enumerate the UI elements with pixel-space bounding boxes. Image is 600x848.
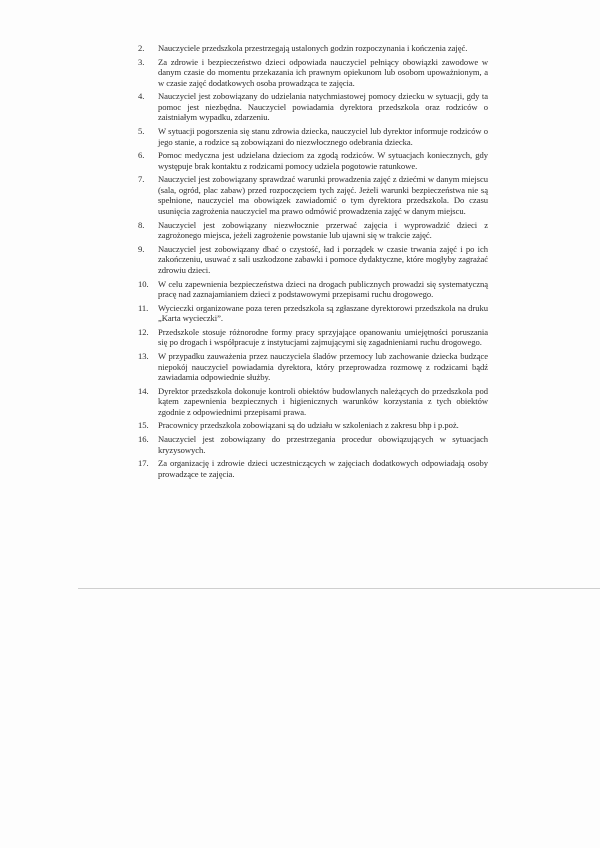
- rule-item: [138, 91, 488, 123]
- rule-item: [138, 434, 488, 455]
- rule-item: [138, 303, 488, 324]
- rule-text: Za zdrowie i bezpieczeństwo dzieci odpowiada nauczyciel pełniący obowiązki zawodowe w danym czasie do momentu przekazania ich prawnym opiekunom lub osobom upoważnionym, a w czasie zajęć dodatkowych osoba prowadząca te zajęcia.: [158, 56, 488, 88]
- rule-item: [138, 174, 488, 216]
- rule-text: W sytuacji pogorszenia się stanu zdrowia dziecka, nauczyciel lub dyrektor informuje rodziców o jego stanie, a rodzice są zobowiązani do niezwłocznego odebrania dziecka.: [158, 126, 488, 147]
- rule-number: 2.: [138, 43, 145, 53]
- rule-number: 5.: [138, 126, 145, 137]
- rule-item: [138, 458, 488, 479]
- rule-number: 16.: [138, 434, 149, 445]
- rule-number: 8.: [138, 219, 145, 230]
- rule-number: 3.: [138, 56, 145, 67]
- rule-text: W celu zapewnienia bezpieczeństwa dzieci na drogach publicznych prowadzi się systematyczną pracę nad zaznajamianiem dzieci z podstawowymi przepisami ruchu drogowego.: [158, 278, 488, 299]
- rule-text: Wycieczki organizowane poza teren przedszkola są zgłaszane dyrektorowi przedszkola na druku „Karta wycieczki”.: [158, 302, 488, 324]
- rule-item: [138, 351, 488, 383]
- rule-number: 13.: [138, 351, 149, 362]
- rule-text: Pracownicy przedszkola zobowiązani są do udziału w szkoleniach z zakresu bhp i p.poż.: [158, 420, 459, 431]
- rule-text: Nauczyciel jest zobowiązany sprawdzać warunki prowadzenia zajęć z dziećmi w danym miejscu (sala, ogród, plac zabaw) przed rozpoczęciem tych zajęć. Jeżeli warunki bezpieczeństwa nie są spełnione, nauczyciel ma obowiązek zawiadomić o tym dyrektora przedszkola. Do czasu usunięcia zagrożenia nauczyciel ma prawo odmówić prowadzenia zajęć w danym miejscu.: [158, 174, 488, 216]
- rule-item: [138, 279, 488, 300]
- rule-item: [138, 327, 488, 348]
- rule-text: Pomoc medyczna jest udzielana dzieciom za zgodą rodziców. W sytuacjach koniecznych, gdy występuje brak kontaktu z rodzicami pomocy udziela pogotowie ratunkowe.: [158, 150, 488, 171]
- rule-item: [138, 386, 488, 418]
- rule-number: 17.: [138, 458, 149, 469]
- rule-number: 4.: [138, 91, 145, 102]
- rule-text: Nauczyciel jest zobowiązany do przestrzegania procedur obowiązujących w sytuacjach kryzysowych.: [158, 434, 488, 455]
- rule-item: [138, 43, 488, 54]
- rule-text: W przypadku zauważenia przez nauczyciela śladów przemocy lub zachowanie dziecka budzące niepokój nauczyciel powiadamia dyrektora, który przeprowadza rozmowę z rodzicami bądź zawiadamia odpowiednie służby.: [158, 351, 488, 383]
- rule-number: 9.: [138, 243, 145, 254]
- scan-divider-line: [78, 588, 600, 589]
- rule-item: [138, 126, 488, 147]
- rule-item: [138, 244, 488, 276]
- rule-text: Dyrektor przedszkola dokonuje kontroli obiektów budowlanych należących do przedszkola pod kątem zapewnienia bezpiecznych i higienicznych warunków korzystania z tych obiektów zgodnie z odpowiednimi przepisami prawa.: [158, 385, 488, 417]
- rule-text: Nauczyciele przedszkola przestrzegają ustalonych godzin rozpoczynania i kończenia zajęć.: [158, 43, 468, 53]
- rule-item: [138, 220, 488, 241]
- rule-number: 7.: [138, 174, 145, 185]
- rule-item: [138, 150, 488, 171]
- rule-number: 12.: [138, 326, 149, 337]
- rule-number: 15.: [138, 420, 149, 431]
- rule-item: [138, 420, 488, 431]
- rules-list: [138, 43, 488, 483]
- rule-text: Przedszkole stosuje różnorodne formy pracy sprzyjające opanowaniu umiejętności poruszania się po drogach i współpracuje z instytucjami zajmującymi się zagadnieniami ruchu drogowego.: [158, 326, 488, 348]
- rule-text: Za organizację i zdrowie dzieci uczestniczących w zajęciach dodatkowych odpowiadają osoby prowadzące te zajęcia.: [158, 458, 488, 479]
- rule-number: 14.: [138, 385, 149, 396]
- rule-item: [138, 57, 488, 89]
- rule-text: Nauczyciel jest zobowiązany do udzielania natychmiastowej pomocy dziecku w sytuacji, gdy ta pomoc jest niezbędna. Nauczyciel powiadamia dyrektora przedszkola oraz rodziców o zaistniałym wypadku, zdarzeniu.: [158, 91, 488, 123]
- rule-number: 6.: [138, 150, 145, 161]
- rule-text: Nauczyciel jest zobowiązany dbać o czystość, ład i porządek w czasie trwania zajęć i po ich zakończeniu, usuwać z sali uszkodzone zabawki i pomoce dydaktyczne, które mogłyby zagrażać zdrowiu dzieci.: [158, 243, 488, 275]
- rule-text: Nauczyciel jest zobowiązany niezwłocznie przerwać zajęcia i wyprowadzić dzieci z zagrożonego miejsca, jeżeli zagrożenie powstanie lub ujawni się w trakcie zajęć.: [158, 219, 488, 241]
- rule-number: 10.: [138, 278, 149, 289]
- rule-number: 11.: [138, 302, 149, 313]
